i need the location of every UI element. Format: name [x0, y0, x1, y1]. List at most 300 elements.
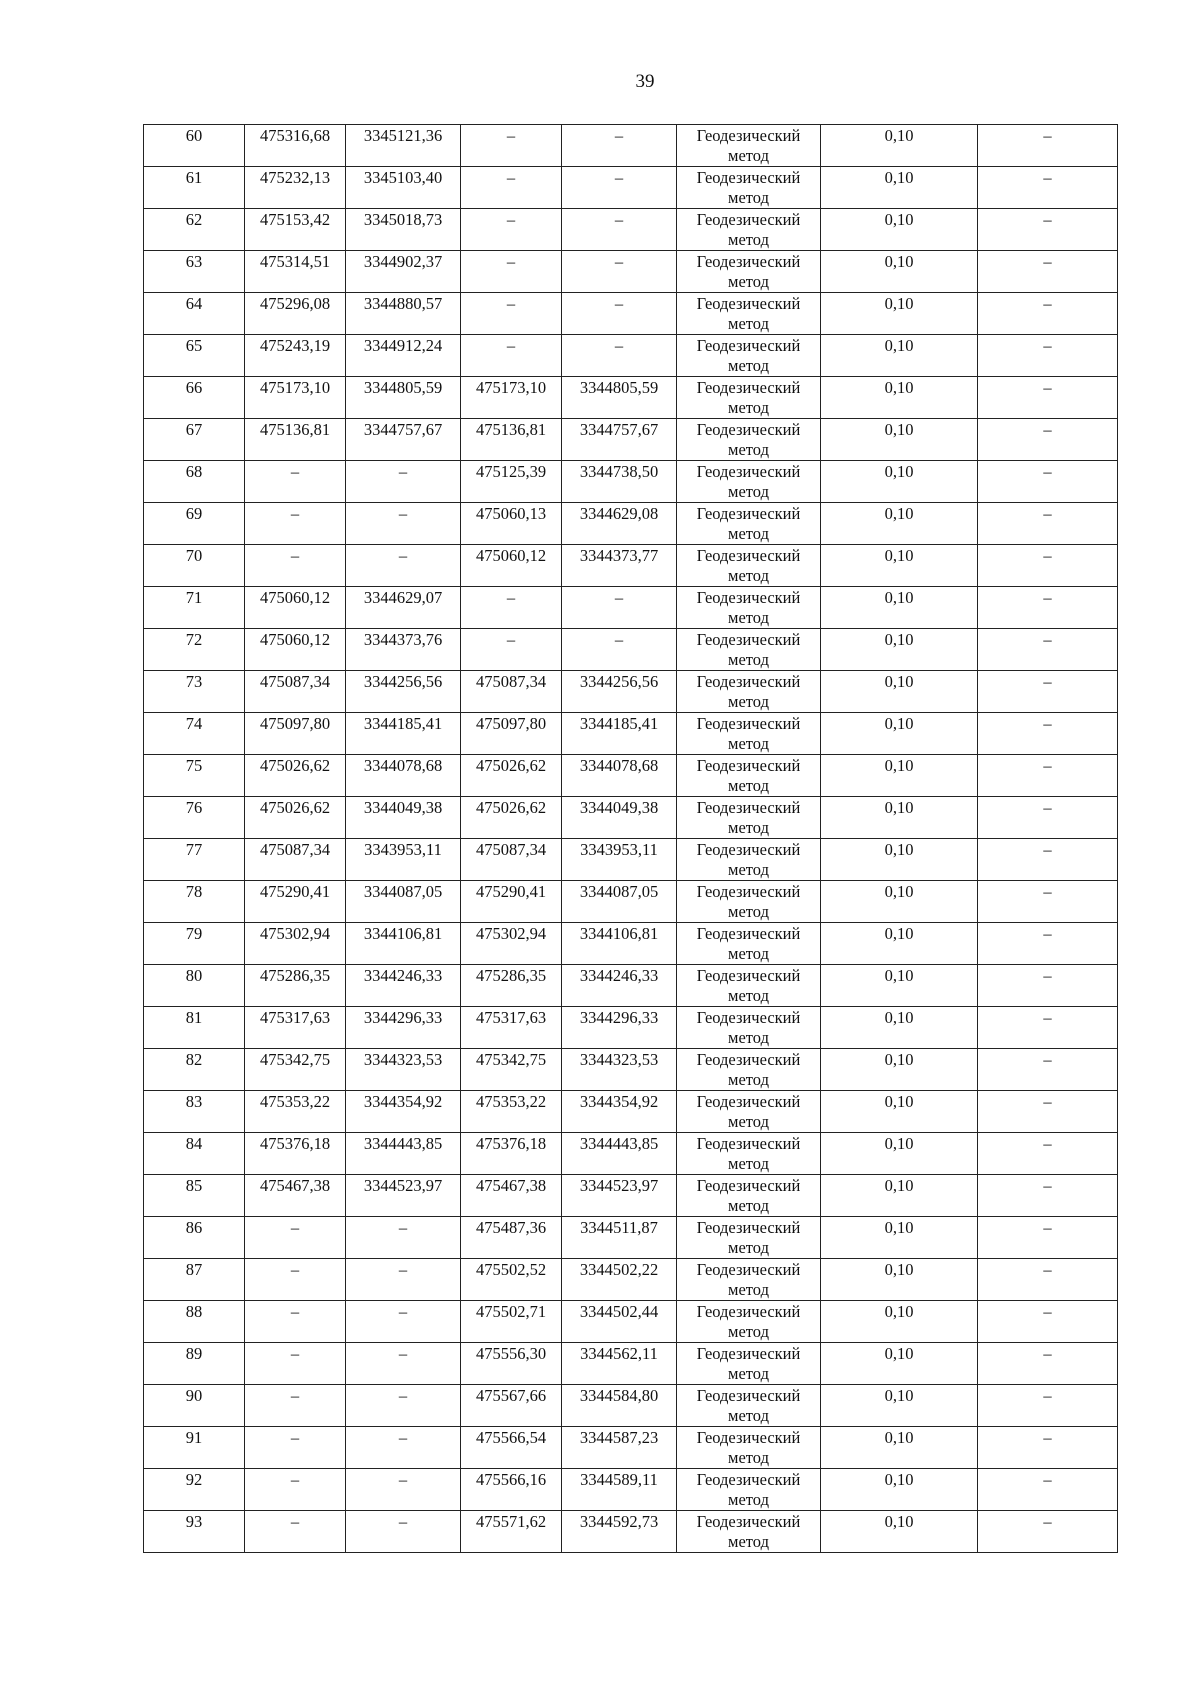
- cell-description: –: [978, 713, 1118, 755]
- cell-description: –: [978, 671, 1118, 713]
- cell-method: Геодезический метод: [677, 125, 821, 167]
- cell-y-existing: –: [346, 461, 461, 503]
- table-row: [144, 335, 1118, 377]
- cell-point-number: 71: [144, 587, 245, 629]
- cell-method: Геодезический метод: [677, 923, 821, 965]
- cell-point-number: 87: [144, 1259, 245, 1301]
- cell-y-refined: 3344049,38: [562, 797, 677, 839]
- cell-x-existing: 475087,34: [245, 839, 346, 881]
- cell-y-existing: 3344246,33: [346, 965, 461, 1007]
- cell-accuracy: 0,10: [821, 1007, 978, 1049]
- cell-point-number: 78: [144, 881, 245, 923]
- cell-accuracy: 0,10: [821, 713, 978, 755]
- table-row: [144, 1343, 1118, 1385]
- cell-accuracy: 0,10: [821, 1091, 978, 1133]
- cell-x-refined: –: [461, 209, 562, 251]
- cell-y-refined: 3344738,50: [562, 461, 677, 503]
- cell-y-refined: 3344502,22: [562, 1259, 677, 1301]
- cell-x-refined: 475136,81: [461, 419, 562, 461]
- cell-point-number: 61: [144, 167, 245, 209]
- cell-x-existing: 475060,12: [245, 587, 346, 629]
- cell-x-existing: –: [245, 1511, 346, 1553]
- cell-y-existing: –: [346, 1511, 461, 1553]
- cell-x-existing: 475467,38: [245, 1175, 346, 1217]
- cell-accuracy: 0,10: [821, 881, 978, 923]
- cell-y-existing: –: [346, 1427, 461, 1469]
- cell-method: Геодезический метод: [677, 671, 821, 713]
- cell-y-existing: 3344629,07: [346, 587, 461, 629]
- cell-method: Геодезический метод: [677, 377, 821, 419]
- cell-y-existing: –: [346, 1343, 461, 1385]
- cell-point-number: 83: [144, 1091, 245, 1133]
- cell-x-refined: 475502,52: [461, 1259, 562, 1301]
- cell-accuracy: 0,10: [821, 545, 978, 587]
- table-row: [144, 251, 1118, 293]
- cell-method: Геодезический метод: [677, 965, 821, 1007]
- cell-x-existing: 475087,34: [245, 671, 346, 713]
- cell-y-refined: 3344443,85: [562, 1133, 677, 1175]
- table-body: [144, 125, 1118, 1553]
- cell-x-existing: 475026,62: [245, 797, 346, 839]
- cell-point-number: 62: [144, 209, 245, 251]
- cell-y-refined: –: [562, 125, 677, 167]
- table-row: [144, 503, 1118, 545]
- table-row: [144, 755, 1118, 797]
- cell-point-number: 81: [144, 1007, 245, 1049]
- cell-method: Геодезический метод: [677, 1175, 821, 1217]
- cell-accuracy: 0,10: [821, 461, 978, 503]
- cell-y-refined: 3344584,80: [562, 1385, 677, 1427]
- cell-point-number: 90: [144, 1385, 245, 1427]
- table-row: [144, 1259, 1118, 1301]
- cell-x-refined: 475290,41: [461, 881, 562, 923]
- cell-y-existing: –: [346, 503, 461, 545]
- cell-method: Геодезический метод: [677, 1091, 821, 1133]
- cell-x-existing: –: [245, 1385, 346, 1427]
- cell-y-refined: –: [562, 293, 677, 335]
- cell-method: Геодезический метод: [677, 755, 821, 797]
- cell-y-existing: 3344912,24: [346, 335, 461, 377]
- cell-x-existing: 475314,51: [245, 251, 346, 293]
- cell-description: –: [978, 965, 1118, 1007]
- cell-method: Геодезический метод: [677, 419, 821, 461]
- cell-x-refined: 475125,39: [461, 461, 562, 503]
- table-row: [144, 1217, 1118, 1259]
- cell-description: –: [978, 1175, 1118, 1217]
- cell-method: Геодезический метод: [677, 545, 821, 587]
- cell-y-existing: 3344323,53: [346, 1049, 461, 1091]
- table-row: [144, 1385, 1118, 1427]
- cell-x-existing: 475153,42: [245, 209, 346, 251]
- cell-accuracy: 0,10: [821, 965, 978, 1007]
- cell-method: Геодезический метод: [677, 293, 821, 335]
- cell-x-refined: 475376,18: [461, 1133, 562, 1175]
- cell-description: –: [978, 1259, 1118, 1301]
- cell-x-existing: 475060,12: [245, 629, 346, 671]
- table-row: [144, 545, 1118, 587]
- cell-accuracy: 0,10: [821, 125, 978, 167]
- cell-x-existing: 475097,80: [245, 713, 346, 755]
- cell-description: –: [978, 1049, 1118, 1091]
- table-row: [144, 1427, 1118, 1469]
- cell-description: –: [978, 1217, 1118, 1259]
- cell-method: Геодезический метод: [677, 1049, 821, 1091]
- cell-y-existing: 3344880,57: [346, 293, 461, 335]
- cell-description: –: [978, 1007, 1118, 1049]
- cell-y-existing: 3345018,73: [346, 209, 461, 251]
- cell-y-refined: 3344296,33: [562, 1007, 677, 1049]
- cell-x-existing: 475376,18: [245, 1133, 346, 1175]
- cell-method: Геодезический метод: [677, 251, 821, 293]
- cell-point-number: 65: [144, 335, 245, 377]
- cell-x-refined: –: [461, 251, 562, 293]
- table-row: [144, 797, 1118, 839]
- cell-point-number: 64: [144, 293, 245, 335]
- cell-description: –: [978, 587, 1118, 629]
- cell-x-refined: –: [461, 335, 562, 377]
- cell-x-existing: 475286,35: [245, 965, 346, 1007]
- cell-point-number: 69: [144, 503, 245, 545]
- cell-x-refined: 475286,35: [461, 965, 562, 1007]
- cell-accuracy: 0,10: [821, 629, 978, 671]
- cell-accuracy: 0,10: [821, 1301, 978, 1343]
- cell-y-existing: 3344185,41: [346, 713, 461, 755]
- cell-description: –: [978, 1385, 1118, 1427]
- cell-accuracy: 0,10: [821, 1511, 978, 1553]
- cell-x-existing: 475317,63: [245, 1007, 346, 1049]
- cell-description: –: [978, 1511, 1118, 1553]
- cell-x-refined: 475173,10: [461, 377, 562, 419]
- cell-x-existing: 475353,22: [245, 1091, 346, 1133]
- cell-point-number: 93: [144, 1511, 245, 1553]
- cell-y-existing: 3344443,85: [346, 1133, 461, 1175]
- cell-method: Геодезический метод: [677, 797, 821, 839]
- table-row: [144, 1049, 1118, 1091]
- cell-x-refined: 475502,71: [461, 1301, 562, 1343]
- cell-y-existing: 3344296,33: [346, 1007, 461, 1049]
- cell-y-refined: 3344323,53: [562, 1049, 677, 1091]
- cell-description: –: [978, 251, 1118, 293]
- cell-point-number: 92: [144, 1469, 245, 1511]
- table-row: [144, 1091, 1118, 1133]
- cell-x-refined: 475556,30: [461, 1343, 562, 1385]
- cell-description: –: [978, 1301, 1118, 1343]
- cell-description: –: [978, 1091, 1118, 1133]
- table-row: [144, 881, 1118, 923]
- cell-y-refined: 3344087,05: [562, 881, 677, 923]
- table-row: [144, 209, 1118, 251]
- cell-method: Геодезический метод: [677, 209, 821, 251]
- cell-description: –: [978, 1427, 1118, 1469]
- cell-y-refined: 3344757,67: [562, 419, 677, 461]
- cell-point-number: 82: [144, 1049, 245, 1091]
- cell-accuracy: 0,10: [821, 1175, 978, 1217]
- table-row: [144, 1469, 1118, 1511]
- cell-method: Геодезический метод: [677, 335, 821, 377]
- cell-y-refined: 3344106,81: [562, 923, 677, 965]
- cell-x-existing: –: [245, 1259, 346, 1301]
- table-row: [144, 713, 1118, 755]
- cell-x-refined: –: [461, 125, 562, 167]
- cell-point-number: 60: [144, 125, 245, 167]
- cell-x-existing: 475232,13: [245, 167, 346, 209]
- cell-point-number: 79: [144, 923, 245, 965]
- cell-point-number: 75: [144, 755, 245, 797]
- cell-y-existing: 3344373,76: [346, 629, 461, 671]
- cell-x-existing: –: [245, 1301, 346, 1343]
- cell-point-number: 86: [144, 1217, 245, 1259]
- cell-y-existing: –: [346, 1259, 461, 1301]
- cell-description: –: [978, 293, 1118, 335]
- cell-method: Геодезический метод: [677, 839, 821, 881]
- cell-accuracy: 0,10: [821, 377, 978, 419]
- cell-y-existing: –: [346, 1469, 461, 1511]
- cell-x-existing: –: [245, 545, 346, 587]
- cell-description: –: [978, 125, 1118, 167]
- cell-description: –: [978, 209, 1118, 251]
- cell-y-refined: 3344373,77: [562, 545, 677, 587]
- cell-method: Геодезический метод: [677, 1343, 821, 1385]
- cell-y-refined: –: [562, 251, 677, 293]
- cell-x-existing: 475026,62: [245, 755, 346, 797]
- cell-y-refined: 3344587,23: [562, 1427, 677, 1469]
- table-row: [144, 587, 1118, 629]
- cell-x-refined: –: [461, 293, 562, 335]
- cell-point-number: 67: [144, 419, 245, 461]
- cell-x-refined: 475087,34: [461, 839, 562, 881]
- coordinates-table: [143, 124, 1118, 1553]
- table-row: [144, 839, 1118, 881]
- cell-y-refined: 3344185,41: [562, 713, 677, 755]
- cell-accuracy: 0,10: [821, 209, 978, 251]
- cell-x-refined: 475342,75: [461, 1049, 562, 1091]
- cell-method: Геодезический метод: [677, 1301, 821, 1343]
- cell-method: Геодезический метод: [677, 1469, 821, 1511]
- cell-accuracy: 0,10: [821, 839, 978, 881]
- cell-x-refined: 475087,34: [461, 671, 562, 713]
- cell-description: –: [978, 335, 1118, 377]
- cell-x-existing: –: [245, 461, 346, 503]
- cell-description: –: [978, 545, 1118, 587]
- cell-method: Геодезический метод: [677, 881, 821, 923]
- cell-y-refined: 3344502,44: [562, 1301, 677, 1343]
- cell-method: Геодезический метод: [677, 713, 821, 755]
- cell-method: Геодезический метод: [677, 1427, 821, 1469]
- table-row: [144, 671, 1118, 713]
- cell-x-refined: 475567,66: [461, 1385, 562, 1427]
- cell-y-existing: 3344354,92: [346, 1091, 461, 1133]
- cell-y-refined: –: [562, 629, 677, 671]
- cell-description: –: [978, 461, 1118, 503]
- cell-description: –: [978, 1133, 1118, 1175]
- cell-method: Геодезический метод: [677, 1007, 821, 1049]
- cell-y-refined: –: [562, 209, 677, 251]
- table-row: [144, 1007, 1118, 1049]
- cell-y-refined: 3344246,33: [562, 965, 677, 1007]
- cell-x-existing: 475342,75: [245, 1049, 346, 1091]
- cell-method: Геодезический метод: [677, 1511, 821, 1553]
- cell-y-existing: 3343953,11: [346, 839, 461, 881]
- cell-point-number: 66: [144, 377, 245, 419]
- cell-x-existing: 475290,41: [245, 881, 346, 923]
- table-row: [144, 923, 1118, 965]
- table-row: [144, 1301, 1118, 1343]
- cell-method: Геодезический метод: [677, 503, 821, 545]
- cell-y-existing: 3344256,56: [346, 671, 461, 713]
- cell-y-existing: –: [346, 545, 461, 587]
- cell-x-existing: 475173,10: [245, 377, 346, 419]
- cell-y-existing: 3344523,97: [346, 1175, 461, 1217]
- cell-point-number: 70: [144, 545, 245, 587]
- cell-y-existing: 3344049,38: [346, 797, 461, 839]
- cell-y-existing: 3344902,37: [346, 251, 461, 293]
- cell-x-existing: –: [245, 1343, 346, 1385]
- table-row: [144, 377, 1118, 419]
- cell-x-refined: 475060,13: [461, 503, 562, 545]
- cell-x-refined: 475060,12: [461, 545, 562, 587]
- cell-y-refined: 3344629,08: [562, 503, 677, 545]
- cell-point-number: 88: [144, 1301, 245, 1343]
- cell-y-existing: –: [346, 1301, 461, 1343]
- cell-description: –: [978, 923, 1118, 965]
- cell-y-existing: –: [346, 1385, 461, 1427]
- cell-accuracy: 0,10: [821, 1133, 978, 1175]
- table-row: [144, 461, 1118, 503]
- cell-y-refined: 3344805,59: [562, 377, 677, 419]
- cell-point-number: 80: [144, 965, 245, 1007]
- cell-method: Геодезический метод: [677, 1217, 821, 1259]
- cell-description: –: [978, 419, 1118, 461]
- cell-description: –: [978, 881, 1118, 923]
- cell-method: Геодезический метод: [677, 1133, 821, 1175]
- cell-y-refined: 3344256,56: [562, 671, 677, 713]
- cell-accuracy: 0,10: [821, 1427, 978, 1469]
- cell-x-existing: 475296,08: [245, 293, 346, 335]
- cell-x-refined: 475487,36: [461, 1217, 562, 1259]
- table-row: [144, 965, 1118, 1007]
- cell-y-existing: 3344078,68: [346, 755, 461, 797]
- cell-x-refined: 475353,22: [461, 1091, 562, 1133]
- cell-description: –: [978, 839, 1118, 881]
- cell-accuracy: 0,10: [821, 503, 978, 545]
- cell-description: –: [978, 167, 1118, 209]
- cell-point-number: 72: [144, 629, 245, 671]
- cell-x-existing: –: [245, 1217, 346, 1259]
- cell-y-existing: 3345103,40: [346, 167, 461, 209]
- cell-description: –: [978, 377, 1118, 419]
- cell-x-refined: 475026,62: [461, 797, 562, 839]
- cell-x-refined: –: [461, 629, 562, 671]
- cell-y-refined: –: [562, 335, 677, 377]
- cell-method: Геодезический метод: [677, 167, 821, 209]
- cell-point-number: 85: [144, 1175, 245, 1217]
- cell-accuracy: 0,10: [821, 1259, 978, 1301]
- cell-accuracy: 0,10: [821, 251, 978, 293]
- cell-y-refined: 3343953,11: [562, 839, 677, 881]
- cell-y-existing: 3344805,59: [346, 377, 461, 419]
- table-row: [144, 125, 1118, 167]
- cell-method: Геодезический метод: [677, 629, 821, 671]
- table-row: [144, 419, 1118, 461]
- cell-x-existing: 475316,68: [245, 125, 346, 167]
- cell-point-number: 89: [144, 1343, 245, 1385]
- cell-accuracy: 0,10: [821, 587, 978, 629]
- cell-description: –: [978, 797, 1118, 839]
- cell-accuracy: 0,10: [821, 167, 978, 209]
- cell-accuracy: 0,10: [821, 1385, 978, 1427]
- cell-accuracy: 0,10: [821, 293, 978, 335]
- cell-x-refined: 475571,62: [461, 1511, 562, 1553]
- cell-accuracy: 0,10: [821, 671, 978, 713]
- cell-description: –: [978, 503, 1118, 545]
- cell-x-refined: –: [461, 167, 562, 209]
- cell-x-existing: 475243,19: [245, 335, 346, 377]
- cell-accuracy: 0,10: [821, 1343, 978, 1385]
- cell-method: Геодезический метод: [677, 1385, 821, 1427]
- table-row: [144, 1175, 1118, 1217]
- table-row: [144, 1133, 1118, 1175]
- cell-y-existing: 3344087,05: [346, 881, 461, 923]
- cell-method: Геодезический метод: [677, 1259, 821, 1301]
- cell-x-existing: –: [245, 503, 346, 545]
- table-row: [144, 293, 1118, 335]
- cell-x-refined: 475097,80: [461, 713, 562, 755]
- cell-accuracy: 0,10: [821, 1049, 978, 1091]
- cell-y-refined: 3344078,68: [562, 755, 677, 797]
- cell-y-existing: 3345121,36: [346, 125, 461, 167]
- cell-method: Геодезический метод: [677, 587, 821, 629]
- cell-y-refined: –: [562, 587, 677, 629]
- cell-point-number: 91: [144, 1427, 245, 1469]
- cell-x-refined: 475317,63: [461, 1007, 562, 1049]
- cell-accuracy: 0,10: [821, 1217, 978, 1259]
- cell-description: –: [978, 755, 1118, 797]
- cell-y-refined: 3344592,73: [562, 1511, 677, 1553]
- cell-accuracy: 0,10: [821, 419, 978, 461]
- cell-point-number: 73: [144, 671, 245, 713]
- cell-x-refined: 475026,62: [461, 755, 562, 797]
- cell-y-existing: –: [346, 1217, 461, 1259]
- cell-y-refined: –: [562, 167, 677, 209]
- cell-description: –: [978, 1469, 1118, 1511]
- cell-point-number: 76: [144, 797, 245, 839]
- cell-y-refined: 3344562,11: [562, 1343, 677, 1385]
- cell-description: –: [978, 629, 1118, 671]
- cell-x-existing: 475136,81: [245, 419, 346, 461]
- page-number: 39: [635, 71, 655, 92]
- cell-x-existing: –: [245, 1469, 346, 1511]
- cell-accuracy: 0,10: [821, 797, 978, 839]
- table-row: [144, 1511, 1118, 1553]
- cell-x-refined: 475566,16: [461, 1469, 562, 1511]
- cell-y-refined: 3344589,11: [562, 1469, 677, 1511]
- cell-x-existing: 475302,94: [245, 923, 346, 965]
- cell-y-refined: 3344511,87: [562, 1217, 677, 1259]
- cell-point-number: 84: [144, 1133, 245, 1175]
- table-row: [144, 167, 1118, 209]
- cell-point-number: 68: [144, 461, 245, 503]
- cell-y-refined: 3344523,97: [562, 1175, 677, 1217]
- cell-description: –: [978, 1343, 1118, 1385]
- cell-y-refined: 3344354,92: [562, 1091, 677, 1133]
- cell-x-refined: 475302,94: [461, 923, 562, 965]
- cell-accuracy: 0,10: [821, 923, 978, 965]
- cell-y-existing: 3344106,81: [346, 923, 461, 965]
- cell-x-existing: –: [245, 1427, 346, 1469]
- table-row: [144, 629, 1118, 671]
- cell-accuracy: 0,10: [821, 1469, 978, 1511]
- cell-method: Геодезический метод: [677, 461, 821, 503]
